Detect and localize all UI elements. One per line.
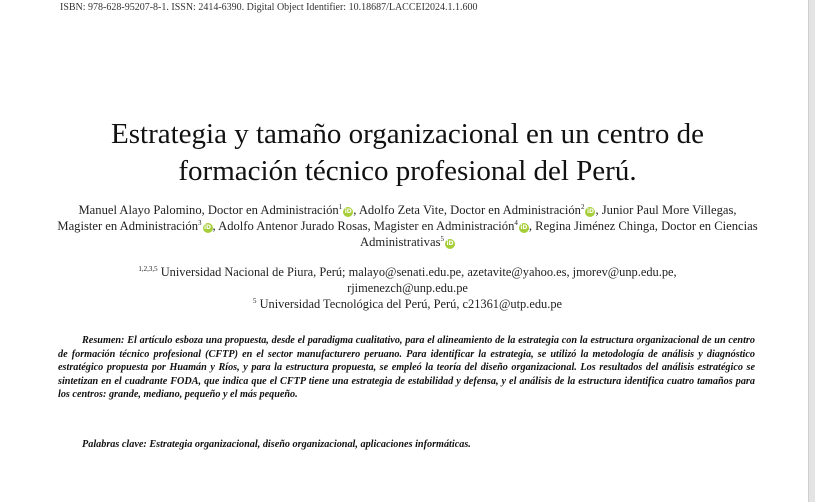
author-affiliation-number: 4 [514, 219, 518, 227]
paper-title [40, 116, 775, 190]
author-name: Manuel Alayo Palomino, Doctor en Administración [78, 203, 339, 217]
page-edge [808, 0, 815, 502]
title-line-2: formación técnico profesional del Perú. [178, 155, 637, 187]
author-affiliation-number: 1 [338, 203, 343, 211]
keywords: Palabras clave: Estrategia organizacional, diseño organizacional, aplicaciones informáticas. [82, 439, 471, 450]
abstract [58, 334, 755, 402]
author-list: Manuel Alayo Palomino, Doctor en Administración$^1$iD, Adolfo Zeta Vite, Doctor en Administración$^2$iD, Junior Paul More Villegas, Magister en Administración$^3$iD, Adolfo Antenor Jurado Rosas, Magister en Administración$^4$iD, Regina Jiménez Chinga, Doctor en Ciencias Administrativas$^5$iD [57, 203, 758, 249]
author-name: Junior Paul More Villegas, Magister en Administración [57, 203, 737, 233]
affiliation-text: Universidad Tecnológica del Perú, Perú, c21361@utp.edu.pe [259, 297, 563, 311]
abstract-text: Resumen: El artículo esboza una propuesta, desde el paradigma cualitativo, para el alineamiento de la estrategia con la estructura organizacional de un centro de formación técnico profesional (CFTP) en el sector manufacturero peruano. Para identificar la estrategia, se utilizó la metodología de análisis y diagnóstico estratégico propuesta por Huamán y Ríos, y para la estructura propuesta, se empleó la teoría del diseño organizacional. Los resultados del análisis estratégico se sintetizan en el cuadrante FODA, que indica que el CFTP tiene una estrategia de estabilidad y defensa, y el análisis de la estructura identifica cuatro tamaños para los centros: grande, mediano, pequeño y el más pequeño. [58, 335, 755, 401]
affiliations [90, 264, 725, 312]
author-affiliation-number: 5 [440, 235, 444, 243]
title-line-1: Estrategia y tamaño organizacional en un centro de [111, 118, 704, 150]
author-name: Adolfo Zeta Vite, Doctor en Administración [358, 203, 581, 217]
orcid-icon[interactable]: iD [344, 208, 352, 215]
author-affiliation-number: 2 [580, 203, 585, 211]
orcid-icon[interactable]: iD [446, 240, 454, 247]
orcid-icon[interactable]: iD [203, 224, 212, 231]
author-name: Regina Jiménez Chinga, Doctor en Ciencias Administrativas [360, 219, 758, 249]
orcid-icon[interactable]: iD [520, 224, 528, 231]
author-affiliation-number: 3 [198, 219, 202, 227]
affiliation-number: 5 [252, 297, 257, 305]
isbn-header: ISBN: 978-628-95207-8-1. ISSN: 2414-6390. Digital Object Identifier: 10.18687/LACCEI2024.1.1.600 [60, 2, 478, 13]
affiliation-text: Universidad Nacional de Piura, Perú; malayo@senati.edu.pe, azetavite@yahoo.es, jmorev@unp.edu.pe, rjimenezch@unp.edu.pe [160, 265, 677, 295]
author-name: Adolfo Antenor Jurado Rosas, Magister en Administración [218, 219, 515, 233]
affiliation-number: 1,2,3,5 [138, 265, 158, 273]
orcid-icon[interactable]: iD [586, 208, 594, 215]
